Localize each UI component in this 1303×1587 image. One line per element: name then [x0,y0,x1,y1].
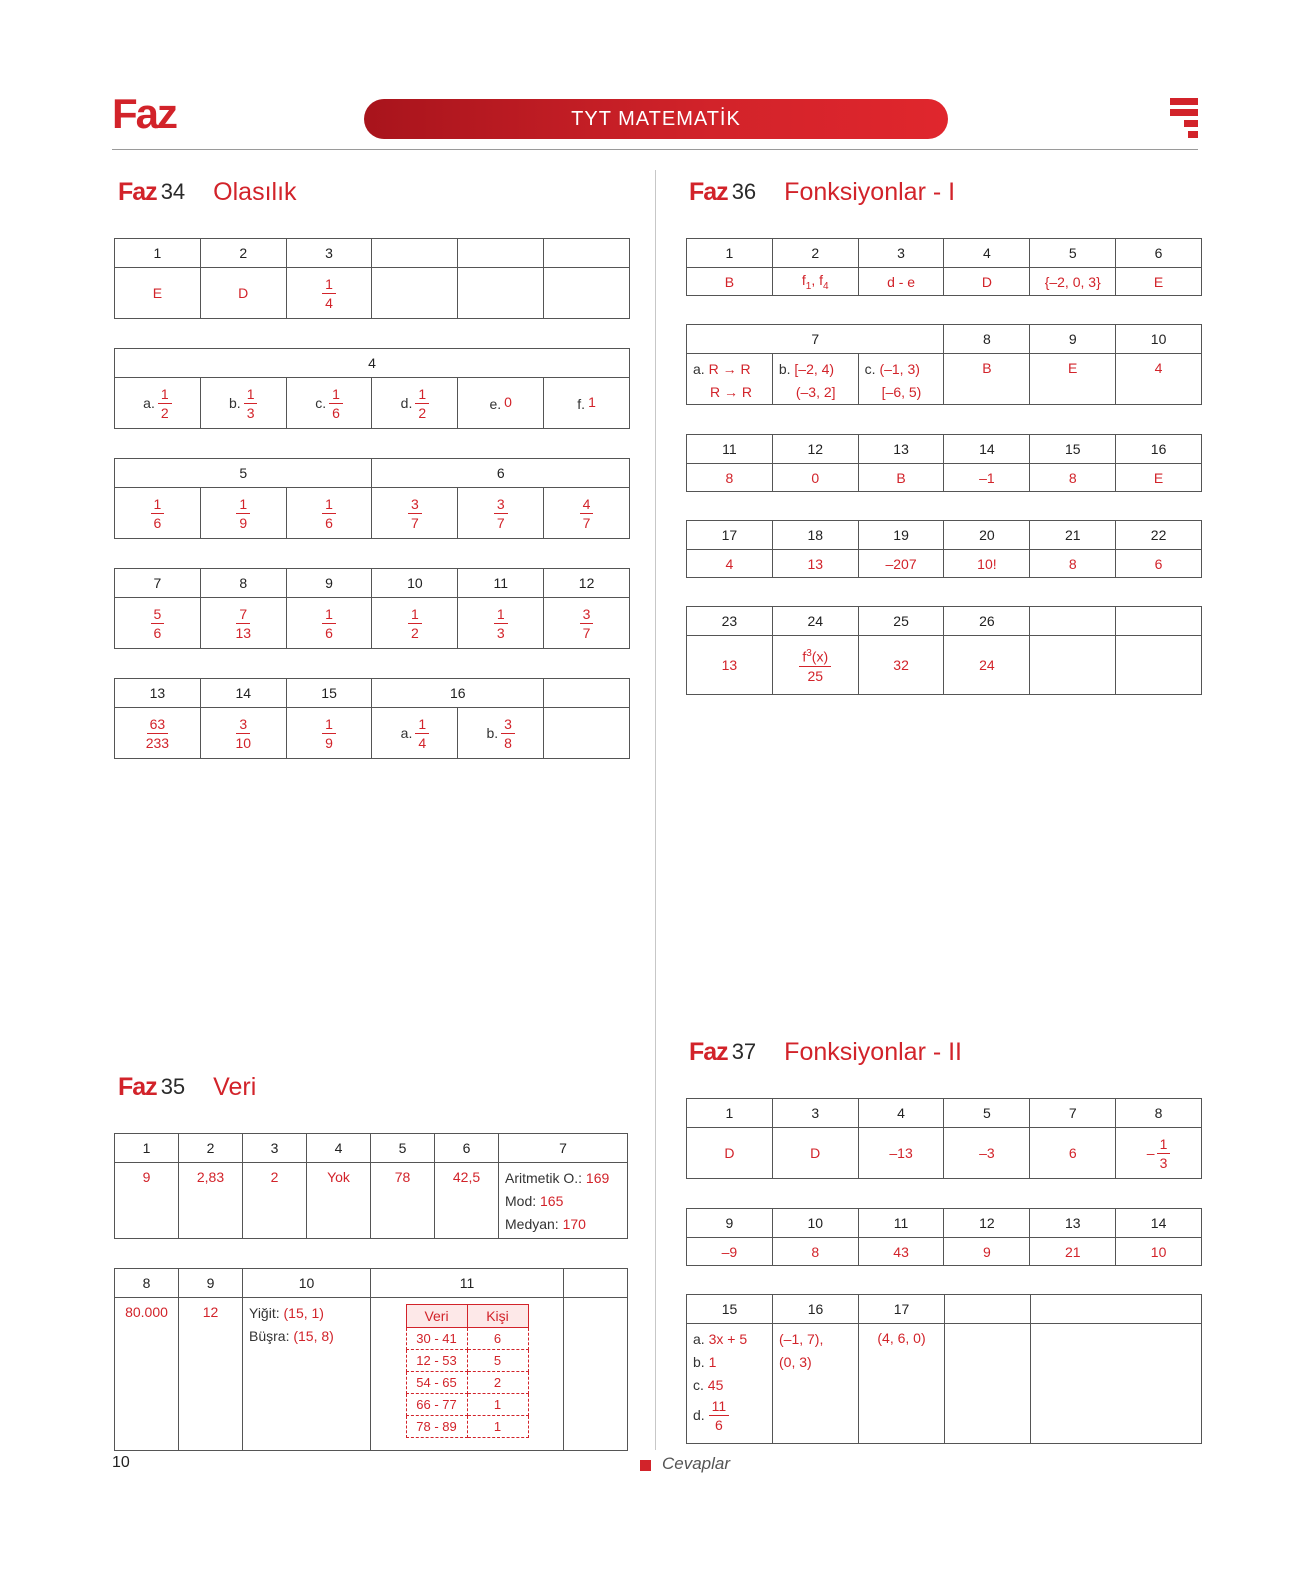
answer-cell: 8 [1030,464,1116,492]
answer-cell: $f_1$, $f_4$ [772,268,858,296]
empty-cell [1030,636,1116,695]
answer-table-34b [114,348,630,429]
answer-cell: B [944,354,1030,405]
question-number: 19 [858,521,944,550]
answer-cell: $\frac{5}{6}$ [115,598,201,649]
question-number: 7 [115,569,201,598]
question-number: 13 [1030,1209,1116,1238]
answer-cell: 2 [243,1163,307,1239]
answer-cell: $\frac{7}{13}$ [200,598,286,649]
answer-cell: 13 [772,550,858,578]
question-number: 14 [1116,1209,1202,1238]
section-number: 35 [160,1074,186,1099]
question-number: 21 [1030,521,1116,550]
question-number: 11 [458,569,544,598]
question-number: 5 [1030,239,1116,268]
answer-cell: 9 [115,1163,179,1239]
question-number: 10 [772,1209,858,1238]
empty-cell [564,1269,628,1298]
question-number: 7 [1030,1099,1116,1128]
header-banner: TYT MATEMATİK [364,99,948,139]
answer-cell: –1 [944,464,1030,492]
answer-cell: $\frac{4}{7}$ [544,488,630,539]
question-number: 15 [286,679,372,708]
answer-cell: –9 [687,1238,773,1266]
empty-cell [544,268,630,319]
answer-cell: – $\frac{1}{3}$ [1116,1128,1202,1179]
question-number: 13 [115,679,201,708]
answer-cell: $\frac{63}{233}$ [115,708,201,759]
answer-cell: 6 [1030,1128,1116,1179]
answer-cell: $\frac{1}{6}$ [286,598,372,649]
answer-cell: (4, 6, 0) [859,1324,945,1444]
question-number: 11 [858,1209,944,1238]
question-number: 10 [372,569,458,598]
frequency-count: 2 [467,1372,528,1394]
empty-cell [458,239,544,268]
answer-table-35b [114,1268,628,1451]
question-number: 3 [858,239,944,268]
answer-table-36e [686,606,1202,695]
question-number: 3 [286,239,372,268]
answer-cell: 6 [1116,550,1202,578]
question-number: 10 [1116,325,1202,354]
question-number: 6 [435,1134,499,1163]
answer-cell: D [772,1128,858,1179]
answer-cell: E [1116,268,1202,296]
answer-table-35a [114,1133,628,1239]
question-number: 23 [687,607,773,636]
fraction: $\frac{1}{4}$ [322,275,336,312]
answer-cell: 10 [1116,1238,1202,1266]
answer-cell: $\frac{1}{6}$ [115,488,201,539]
question-number: 12 [544,569,630,598]
answer-cell: $\frac{3}{7}$ [372,488,458,539]
frequency-interval: 66 - 77 [406,1394,467,1416]
question-number: 4 [307,1134,371,1163]
answer-cell: 43 [858,1238,944,1266]
answer-cell: 10! [944,550,1030,578]
answer-part: f. 1 [544,378,630,429]
answer-cell: B [858,464,944,492]
question-number: 18 [772,521,858,550]
answer-cell-multiline: (–1, 7), (0, 3) [773,1324,859,1444]
empty-cell [564,1298,628,1451]
question-number: 12 [944,1209,1030,1238]
question-number: 22 [1116,521,1202,550]
question-number: 26 [944,607,1030,636]
question-number: 4 [115,349,630,378]
frequency-count: 5 [467,1350,528,1372]
question-number: 16 [773,1295,859,1324]
empty-cell [544,239,630,268]
answer-cell: 8 [1030,550,1116,578]
question-number: 4 [944,239,1030,268]
footer-square-icon [640,1460,651,1471]
answer-cell: 12 [179,1298,243,1451]
answer-table-34e [114,678,630,759]
section-logo: Faz [689,177,728,206]
answer-cell: –207 [858,550,944,578]
section-logo: Faz [689,1037,728,1066]
section-number: 34 [160,179,186,204]
answer-cell: D [200,268,286,319]
empty-cell [1031,1295,1202,1324]
answer-table-37b [686,1208,1202,1266]
question-number: 5 [944,1099,1030,1128]
question-number: 11 [687,435,773,464]
answer-cell: $\frac{3}{7}$ [544,598,630,649]
answer-part: a. $\frac{1}{4}$ [372,708,458,759]
question-number: 15 [1030,435,1116,464]
question-number: 8 [115,1269,179,1298]
section-35-title [118,1067,256,1107]
answer-table-34d [114,568,630,649]
answer-table-36c [686,434,1202,492]
answer-cell-multiline: a. 3x + 5 b. 1 c. 45 d. $\frac{11}{6}$ [687,1324,773,1444]
answer-cell: d - e [858,268,944,296]
answer-cell: 21 [1030,1238,1116,1266]
question-number: 4 [858,1099,944,1128]
column-divider [655,170,656,1450]
section-name: Fonksiyonlar - I [784,177,956,206]
section-logo: Faz [118,1072,157,1101]
question-number: 16 [372,679,544,708]
question-number: 2 [179,1134,243,1163]
answer-cell: $\frac{1}{9}$ [200,488,286,539]
page-number: 10 [112,1454,130,1471]
answer-cell: E [1116,464,1202,492]
answer-table-34a [114,238,630,319]
answer-cell: $\frac{3}{7}$ [458,488,544,539]
frequency-table-cell [371,1298,564,1451]
answer-cell: $\frac{1}{3}$ [458,598,544,649]
empty-cell [372,239,458,268]
section-37-title [689,1032,962,1072]
empty-cell [1116,607,1202,636]
answer-cell-multiline: Aritmetik O.: 169 Mod: 165 Medyan: 170 [499,1163,628,1239]
answer-cell: 78 [371,1163,435,1239]
frequency-table [406,1304,529,1438]
section-number: 37 [731,1039,757,1064]
answer-cell: $\frac{3}{10}$ [200,708,286,759]
answer-cell-multiline: Yiğit: (15, 1) Büşra: (15, 8) [243,1298,371,1451]
answer-part: b. $\frac{3}{8}$ [458,708,544,759]
answer-part: b. [–2, 4) (–3, 2] [772,354,858,405]
question-number: 20 [944,521,1030,550]
question-number: 24 [772,607,858,636]
question-number: 13 [858,435,944,464]
question-number: 10 [243,1269,371,1298]
answer-cell: E [115,268,201,319]
frequency-interval: 12 - 53 [406,1350,467,1372]
section-name: Fonksiyonlar - II [784,1037,963,1066]
frequency-interval: 30 - 41 [406,1328,467,1350]
question-number: 7 [499,1134,628,1163]
answer-cell: 13 [687,636,773,695]
empty-cell [1031,1324,1202,1444]
answer-cell: 8 [772,1238,858,1266]
answer-table-37a [686,1098,1202,1179]
section-logo: Faz [118,177,157,206]
empty-cell [544,679,630,708]
answer-cell: B [687,268,773,296]
answer-part: a. $\frac{1}{2}$ [115,378,201,429]
footer-label: Cevaplar [662,1454,731,1473]
answer-cell: D [687,1128,773,1179]
question-number: 1 [687,239,773,268]
faz-logo: Faz [112,90,177,137]
frequency-header: Kişi [467,1305,528,1328]
question-number: 8 [1116,1099,1202,1128]
section-name: Veri [213,1072,257,1101]
answer-cell: 32 [858,636,944,695]
empty-cell [1116,636,1202,695]
question-number: 25 [858,607,944,636]
empty-cell [372,268,458,319]
frequency-interval: 54 - 65 [406,1372,467,1394]
answer-cell: –3 [944,1128,1030,1179]
question-number: 15 [687,1295,773,1324]
answer-cell: E [1030,354,1116,405]
section-name: Olasılık [213,177,297,206]
question-number: 7 [687,325,944,354]
answer-part: a. R → R R → R [687,354,773,405]
answer-cell: 42,5 [435,1163,499,1239]
question-number: 3 [772,1099,858,1128]
question-number: 8 [944,325,1030,354]
answer-cell: 4 [687,550,773,578]
question-number: 3 [243,1134,307,1163]
question-number: 1 [115,1134,179,1163]
answer-table-36d [686,520,1202,578]
question-number: 6 [1116,239,1202,268]
question-number: 11 [371,1269,564,1298]
question-number: 9 [687,1209,773,1238]
answer-cell [286,268,372,319]
question-number: 5 [371,1134,435,1163]
empty-cell [458,268,544,319]
fraction: $\frac{f^3(x)}{25}$ [799,645,831,685]
empty-cell [1030,607,1116,636]
answer-cell: 9 [944,1238,1030,1266]
question-number: 1 [115,239,201,268]
answer-cell: –13 [858,1128,944,1179]
answer-cell [772,636,858,695]
brand-mark-icon [1170,98,1198,138]
answer-cell: D [944,268,1030,296]
answer-cell: 24 [944,636,1030,695]
question-number: 17 [859,1295,945,1324]
question-number: 14 [944,435,1030,464]
answer-cell: $\frac{1}{2}$ [372,598,458,649]
frequency-header: Veri [406,1305,467,1328]
answer-table-36a [686,238,1202,296]
frequency-count: 1 [467,1416,528,1438]
question-number: 2 [200,239,286,268]
answer-table-37c [686,1294,1202,1444]
answer-cell: Yok [307,1163,371,1239]
question-number: 16 [1116,435,1202,464]
question-number: 12 [772,435,858,464]
frequency-count: 6 [467,1328,528,1350]
empty-cell [945,1324,1031,1444]
section-number: 36 [731,179,757,204]
answer-part: d. $\frac{1}{2}$ [372,378,458,429]
question-number: 2 [772,239,858,268]
section-34-title [118,172,297,212]
answer-cell: 0 [772,464,858,492]
question-number: 6 [372,459,630,488]
answer-table-36b [686,324,1202,405]
question-number: 5 [115,459,372,488]
answer-part: c. (–1, 3) [–6, 5) [858,354,944,405]
answer-part: e. 0 [458,378,544,429]
answer-cell: $\frac{1}{9}$ [286,708,372,759]
answer-cell: 2,83 [179,1163,243,1239]
question-number: 17 [687,521,773,550]
answer-cell: 80.000 [115,1298,179,1451]
question-number: 9 [179,1269,243,1298]
question-number: 9 [286,569,372,598]
question-number: 14 [200,679,286,708]
frequency-count: 1 [467,1394,528,1416]
answer-part: c. $\frac{1}{6}$ [286,378,372,429]
header-divider [112,149,1198,150]
answer-part: b. $\frac{1}{3}$ [200,378,286,429]
empty-cell [544,708,630,759]
frequency-interval: 78 - 89 [406,1416,467,1438]
empty-cell [945,1295,1031,1324]
answer-cell: $\frac{1}{6}$ [286,488,372,539]
answer-cell: 4 [1116,354,1202,405]
answer-cell: {–2, 0, 3} [1030,268,1116,296]
question-number: 8 [200,569,286,598]
question-number: 1 [687,1099,773,1128]
answer-cell: 8 [687,464,773,492]
section-36-title [689,172,955,212]
question-number: 9 [1030,325,1116,354]
answer-table-34c [114,458,630,539]
